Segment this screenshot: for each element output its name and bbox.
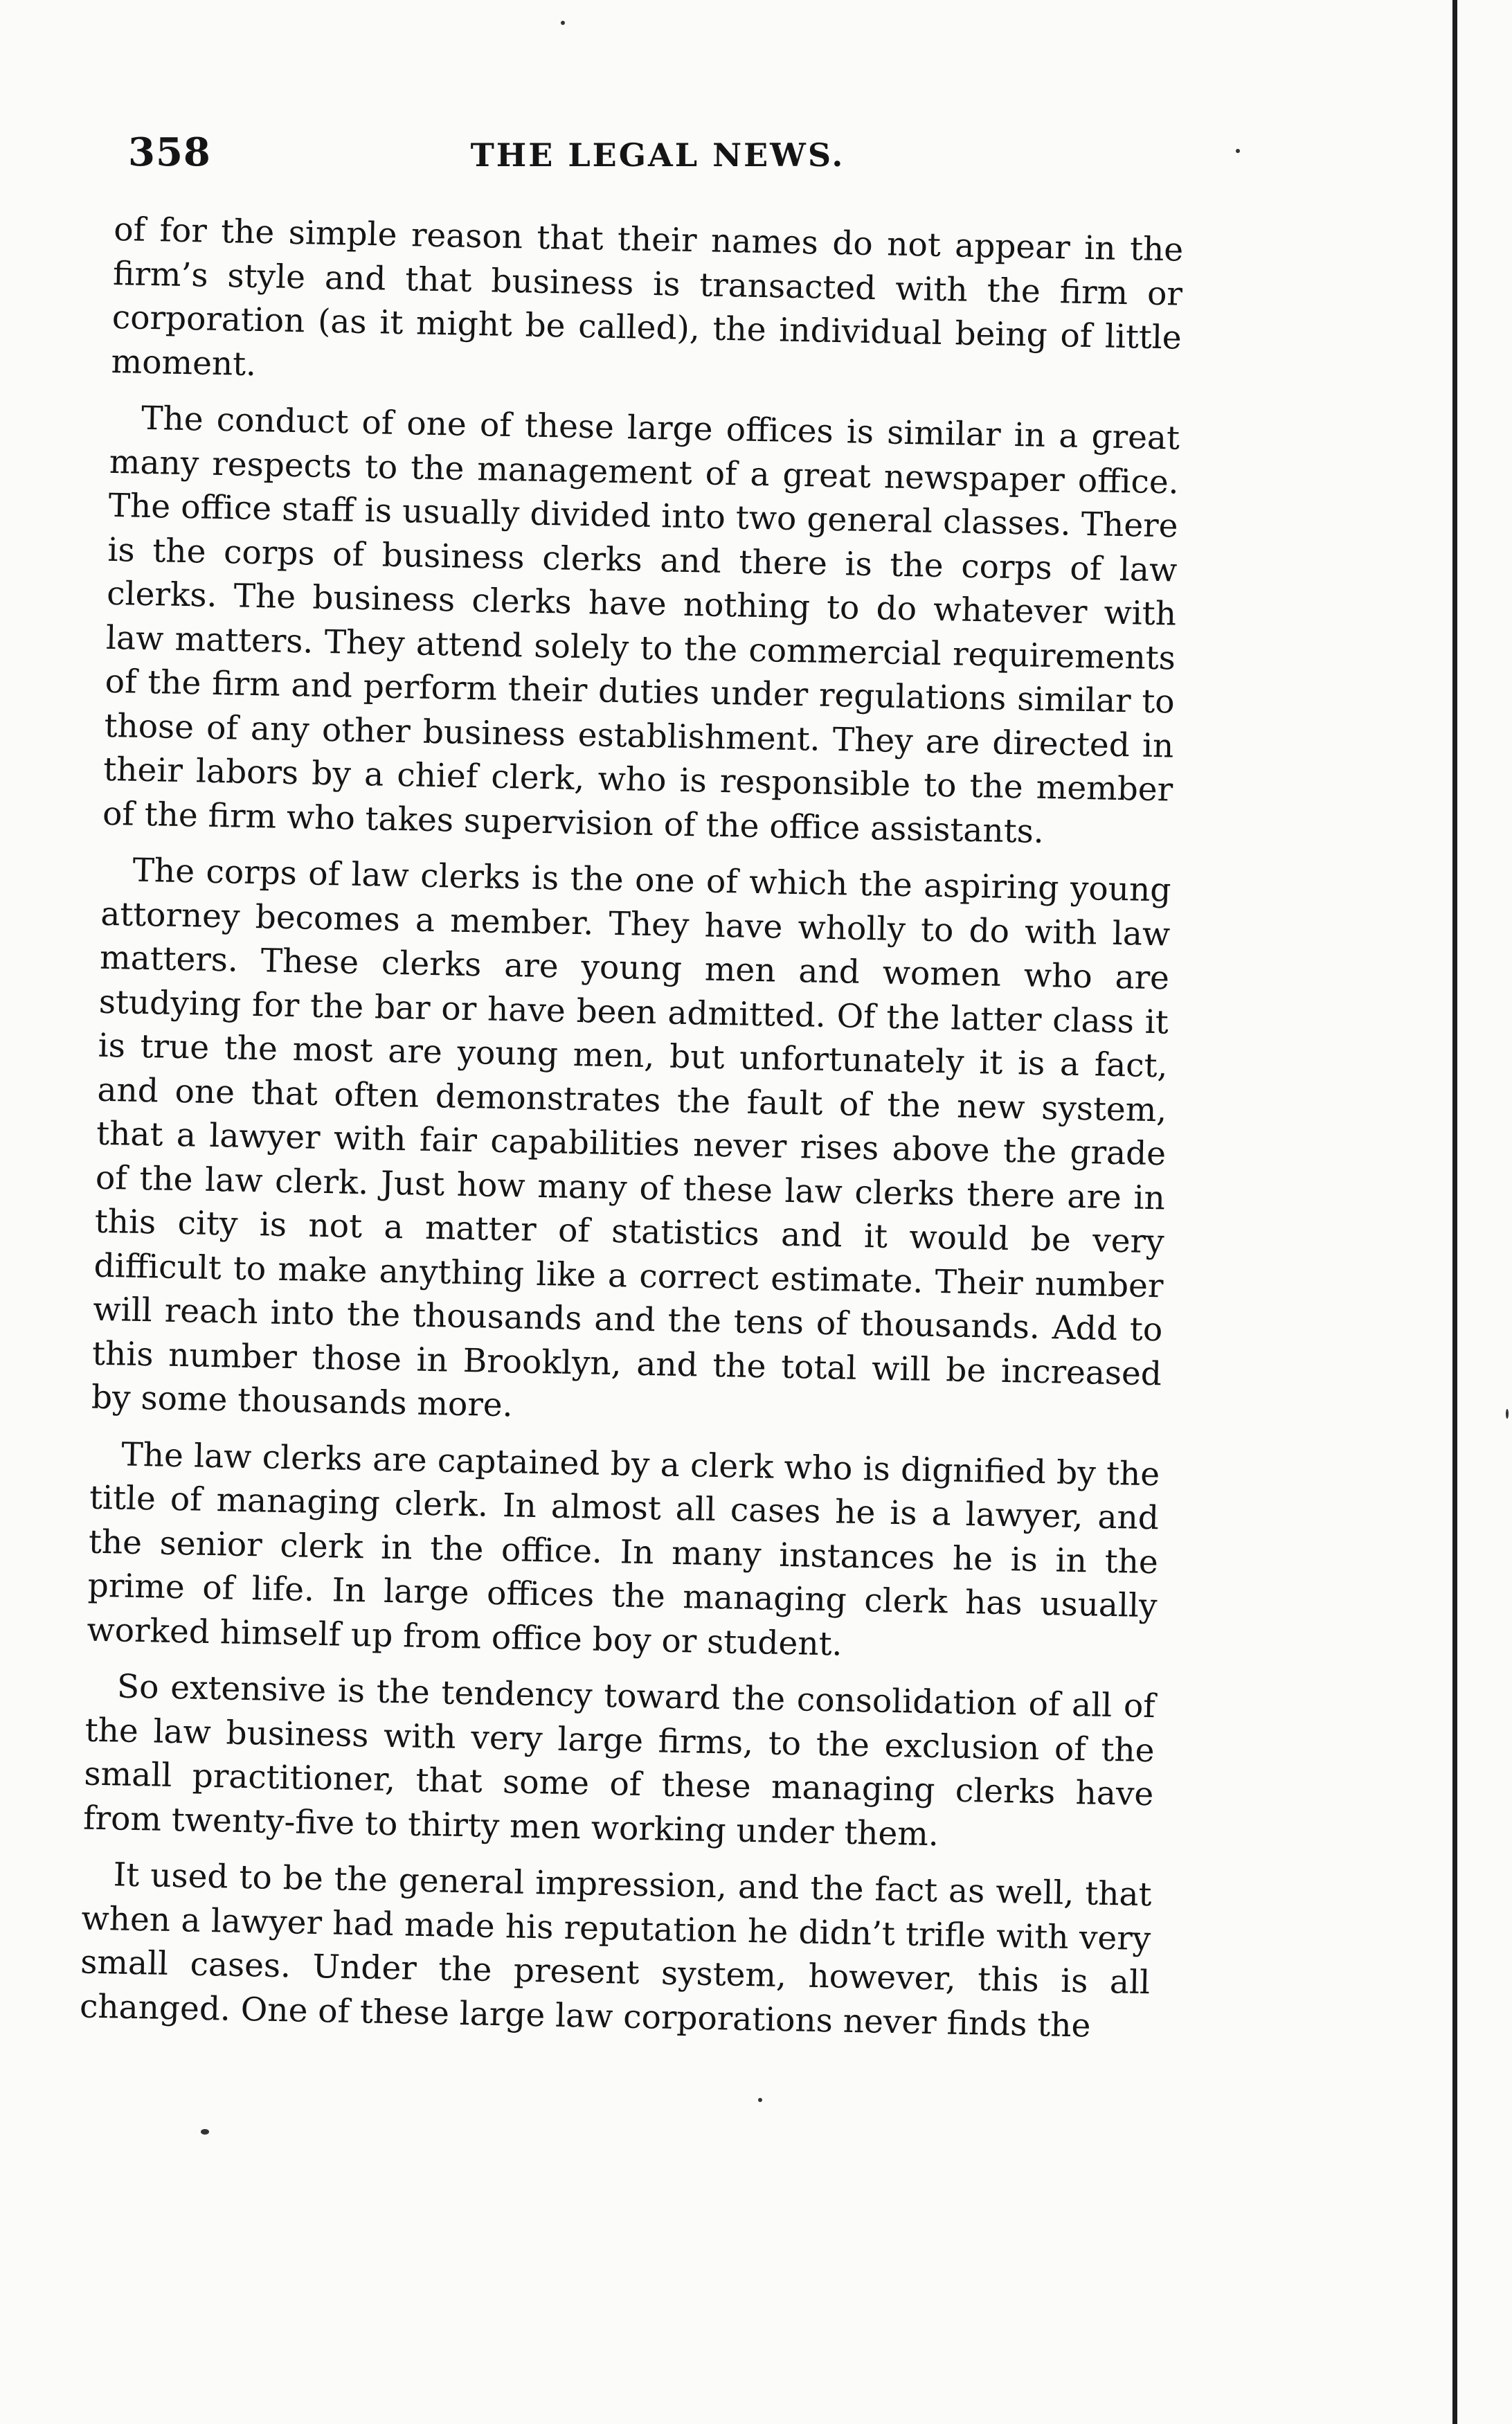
- article-body: [79, 208, 1184, 2061]
- scan-speck: [758, 2098, 762, 2102]
- running-title: THE LEGAL NEWS.: [470, 136, 845, 174]
- paragraph-1: of for the simple reason that their names do not appear in the firm’s style and that business is transacted with the firm or corporation (as it might be called), the individual being of little moment.: [111, 210, 1184, 384]
- binding-edge-rule: [1452, 0, 1457, 2424]
- paragraph-5: So extensive is the tendency toward the consolidation of all of the law business with very large firms, to the exclusion of the small practitioner, that some of these managing clerks have from twenty-five to thirty men working under them.: [82, 1667, 1156, 1853]
- paragraph-4: The law clerks are captained by a clerk who is dignified by the title of managing clerk. In almost all cases he is a lawyer, and the senior clerk in the office. In many instances he is in the prime of life. In large offices the managing clerk has usually worked himself up from office boy or student.: [87, 1435, 1160, 1664]
- paragraph-6: It used to be the general impression, and the fact as well, that when a lawyer had made his reputation he didn’t trifle with very small cases. Under the present system, however, this is all changed. One of these large law corporations never finds the: [79, 1856, 1153, 2045]
- scan-speck: [561, 21, 565, 25]
- scan-speck: [1236, 149, 1240, 153]
- paragraph-3: The corps of law clerks is the one of which the aspiring young attorney becomes a member. They have wholly to do with law matters. These clerks are young men and women who are studying for the bar or have been admitted. Of the latter class it is true the most are young men, but unfortunately it is a fact, and one that often demonstrates the fault of the new system, that a lawyer with fair capabilities never rises above the grade of the law clerk. Just how many of these law clerks there are in this city is not a matter of statistics and it would be very difficult to make anything like a correct estimate. Their number will reach into the thousands and the tens of thousands. Add to this number those in Brooklyn, and the total will be increased by some thousands more.: [91, 851, 1171, 1425]
- scan-speck: [201, 2129, 209, 2135]
- scan-speck: [1506, 1409, 1509, 1419]
- paragraph-2: The conduct of one of these large offices is similar in a great many respects to the management of a great newspaper office. The office staff is usually divided into two general classes. There is the corps of business clerks and there is the corps of law clerks. The business clerks have nothing to do whatever with law matters. They attend solely to the commercial requirements of the firm and perform their duties under regulations similar to those of any other business establishment. They are directed in their labors by a chief clerk, who is responsible to the member of the firm who takes supervision of the office assistants.: [102, 399, 1180, 851]
- page-header: [128, 121, 1187, 183]
- page-number: 358: [128, 129, 211, 175]
